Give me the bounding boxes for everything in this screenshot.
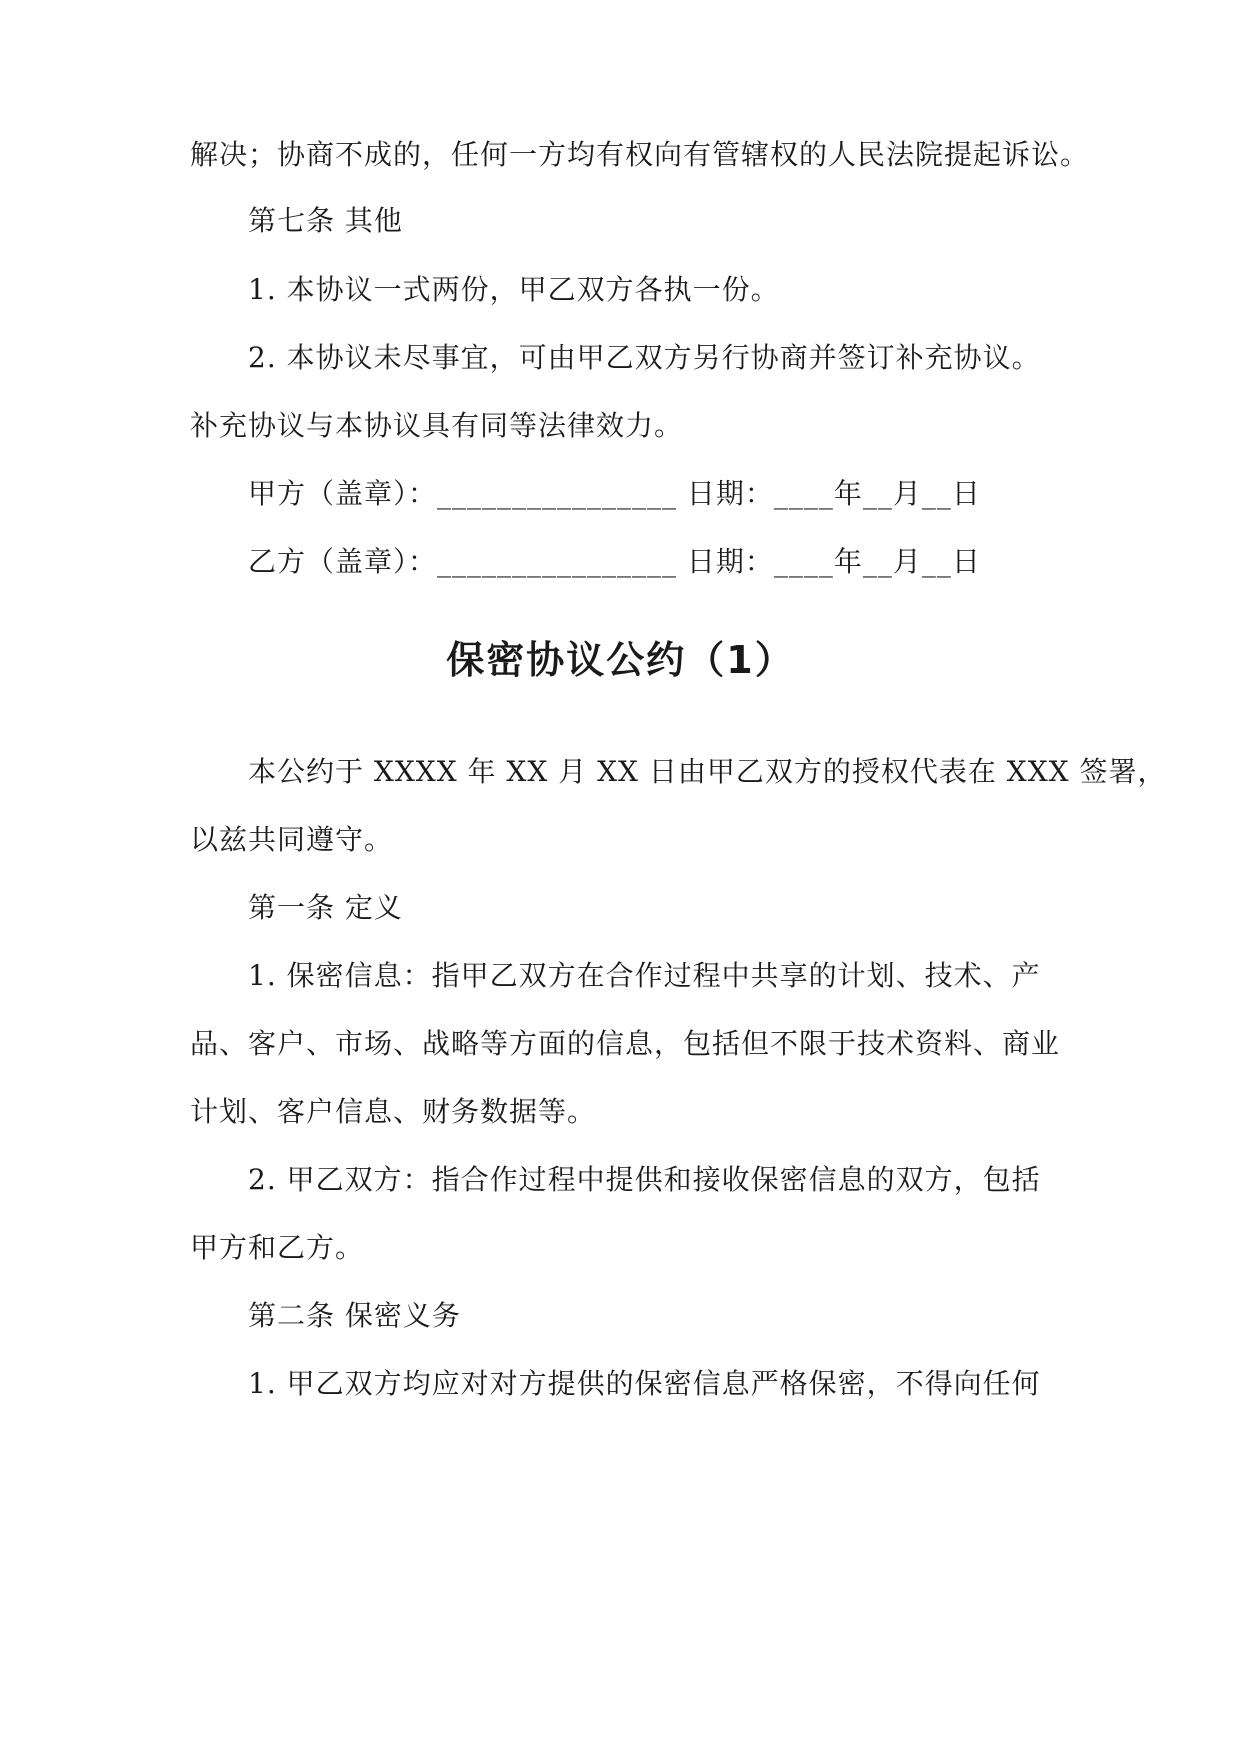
clause-7-2-continued: 补充协议与本协议具有同等法律效力。: [190, 409, 684, 442]
preamble-line-1: 本公约于 XXXX 年 XX 月 XX 日由甲乙双方的授权代表在 XXX 签署，: [248, 755, 1167, 788]
definition-2-line-1: 2. 甲乙双方：指合作过程中提供和接收保密信息的双方，包括: [248, 1163, 1041, 1196]
definition-1-line-2: 品、客户、市场、战略等方面的信息，包括但不限于技术资料、商业: [190, 1027, 1061, 1060]
obligation-1-line-1: 1. 甲乙双方均应对对方提供的保密信息严格保密，不得向任何: [248, 1367, 1041, 1400]
party-b-signature-line: 乙方（盖章）：________________ 日期：____年__月__日: [248, 545, 981, 578]
definition-1-line-1: 1. 保密信息：指甲乙双方在合作过程中共享的计划、技术、产: [248, 959, 1041, 992]
article-one-heading: 第一条 定义: [248, 891, 403, 924]
paragraph-dispute-resolution: 解决；协商不成的，任何一方均有权向有管辖权的人民法院提起诉讼。: [190, 138, 1090, 171]
preamble-line-2: 以兹共同遵守。: [190, 823, 394, 856]
article-seven-heading: 第七条 其他: [248, 204, 403, 237]
document-title: 保密协议公约（1）: [446, 638, 795, 682]
clause-7-2: 2. 本协议未尽事宜，可由甲乙双方另行协商并签订补充协议。: [248, 341, 1041, 374]
article-two-heading: 第二条 保密义务: [248, 1299, 461, 1332]
party-a-signature-line: 甲方（盖章）：________________ 日期：____年__月__日: [248, 477, 981, 510]
definition-2-line-2: 甲方和乙方。: [190, 1231, 365, 1264]
clause-7-1: 1. 本协议一式两份，甲乙双方各执一份。: [248, 273, 780, 306]
definition-1-line-3: 计划、客户信息、财务数据等。: [190, 1095, 597, 1128]
